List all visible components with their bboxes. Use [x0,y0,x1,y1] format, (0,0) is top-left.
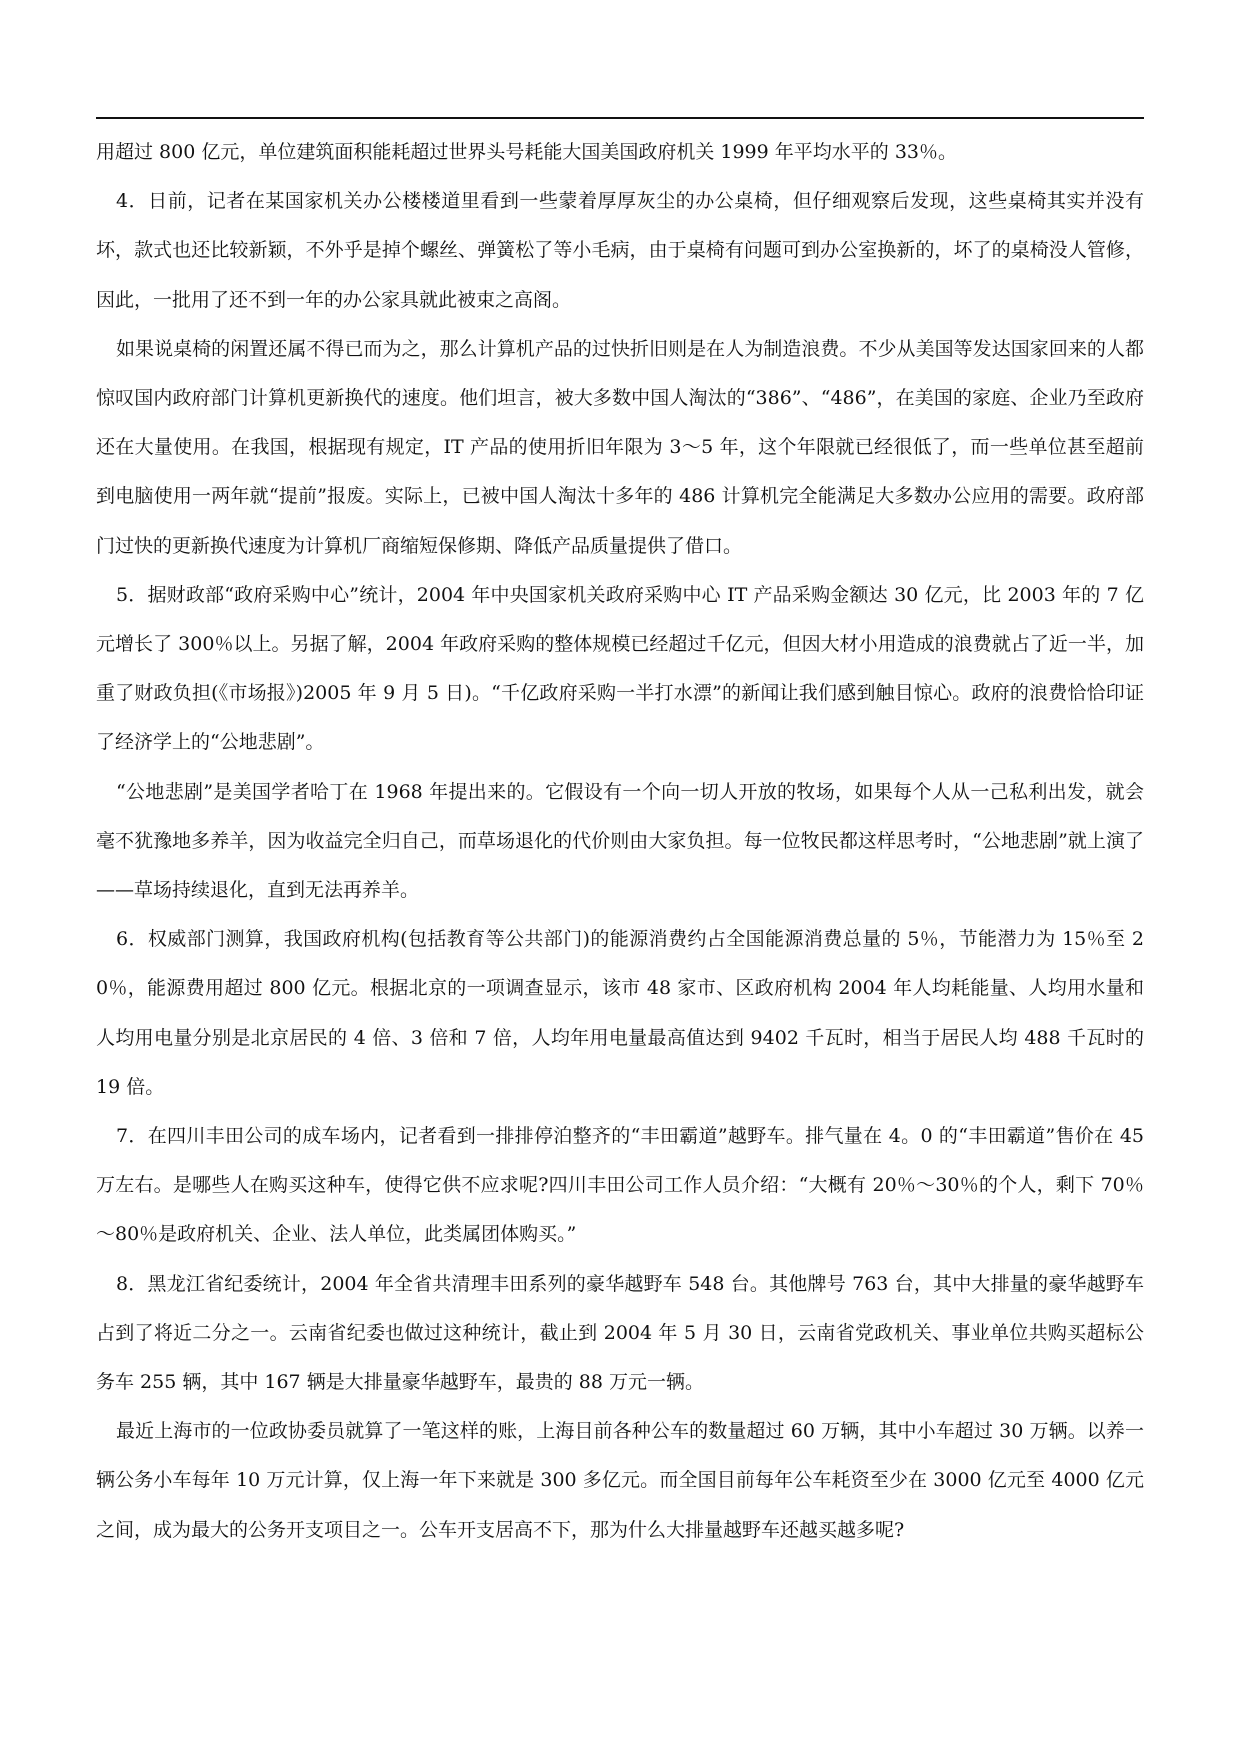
paragraph: “公地悲剧”是美国学者哈丁在 1968 年提出来的。它假设有一个向一切人开放的牧场，如果每个人从一己私利出发，就会毫不犹豫地多养羊，因为收益完全归自己，而草场退化的代价则由大家负担。每一位牧民都这样思考时，“公地悲剧”就上演了——草场持续退化，直到无法再养羊。 [96,780,1144,902]
paragraph: 7．在四川丰田公司的成车场内，记者看到一排排停泊整齐的“丰田霸道”越野车。排气量在 4。0 的“丰田霸道”售价在 45 万左右。是哪些人在购买这种车，使得它供不应求呢?四川丰田公司工作人员介绍：“大概有 20％～30％的个人，剩下 70％～80％是政府机关、企业、法人单位，此类属团体购买。” [96,1125,1144,1246]
paragraph: 4．日前，记者在某国家机关办公楼楼道里看到一些蒙着厚厚灰尘的办公桌椅，但仔细观察后发现，这些桌椅其实并没有坏，款式也还比较新颖，不外乎是掉个螺丝、弹簧松了等小毛病，由于桌椅有问题可到办公室换新的，坏了的桌椅没人管修，因此，一批用了还不到一年的办公家具就此被束之高阁。 [96,190,1144,311]
paragraph: 5．据财政部“政府采购中心”统计，2004 年中央国家机关政府采购中心 IT 产品采购金额达 30 亿元，比 2003 年的 7 亿元增长了 300％以上。另据了解，2004 年政府采购的整体规模已经超过千亿元，但因大材小用造成的浪费就占了近一半，加重了财政负担(《市场报》)2005 年 9 月 5 日)。“千亿政府采购一半打水漂”的新闻让我们感到触目惊心。政府的浪费恰恰印证了经济学上的“公地悲剧”。 [96,583,1144,754]
paragraph: 用超过 800 亿元，单位建筑面积能耗超过世界头号耗能大国美国政府机关 1999 年平均水平的 33％。 [96,141,957,163]
paragraph: 最近上海市的一位政协委员就算了一笔这样的账，上海目前各种公车的数量超过 60 万辆，其中小车超过 30 万辆。以养一辆公务小车每年 10 万元计算，仅上海一年下来就是 300 多亿元。而全国目前每年公车耗资至少在 3000 亿元至 4000 亿元之间，成为最大的公务开支项目之一。公车开支居高不下，那为什么大排量越野车还越买越多呢? [96,1420,1144,1541]
body-text [96,128,1144,1555]
header-rule [96,117,1144,119]
paragraph: 6．权威部门测算，我国政府机构(包括教育等公共部门)的能源消费约占全国能源消费总量的 5％，节能潜力为 15％至 20％，能源费用超过 800 亿元。根据北京的一项调查显示，该市 48 家市、区政府机构 2004 年人均耗能量、人均用水量和人均用电量分别是北京居民的 4 倍、3 倍和 7 倍，人均年用电量最高值达到 9402 千瓦时，相当于居民人均 488 千瓦时的 19 倍。 [96,928,1144,1098]
paragraph: 如果说桌椅的闲置还属不得已而为之，那么计算机产品的过快折旧则是在人为制造浪费。不少从美国等发达国家回来的人都惊叹国内政府部门计算机更新换代的速度。他们坦言，被大多数中国人淘汰的“386”、“486”，在美国的家庭、企业乃至政府还在大量使用。在我国，根据现有规定，IT 产品的使用折旧年限为 3～5 年，这个年限就已经很低了，而一些单位甚至超前到电脑使用一两年就“提前”报废。实际上，已被中国人淘汰十多年的 486 计算机完全能满足大多数办公应用的需要。政府部门过快的更新换代速度为计算机厂商缩短保修期、降低产品质量提供了借口。 [96,337,1144,557]
paragraph: 8．黑龙江省纪委统计，2004 年全省共清理丰田系列的豪华越野车 548 台。其他牌号 763 台，其中大排量的豪华越野车占到了将近二分之一。云南省纪委也做过这种统计，截止到 2004 年 5 月 30 日，云南省党政机关、事业单位共购买超标公务车 255 辆，其中 167 辆是大排量豪华越野车，最贵的 88 万元一辆。 [96,1272,1144,1394]
